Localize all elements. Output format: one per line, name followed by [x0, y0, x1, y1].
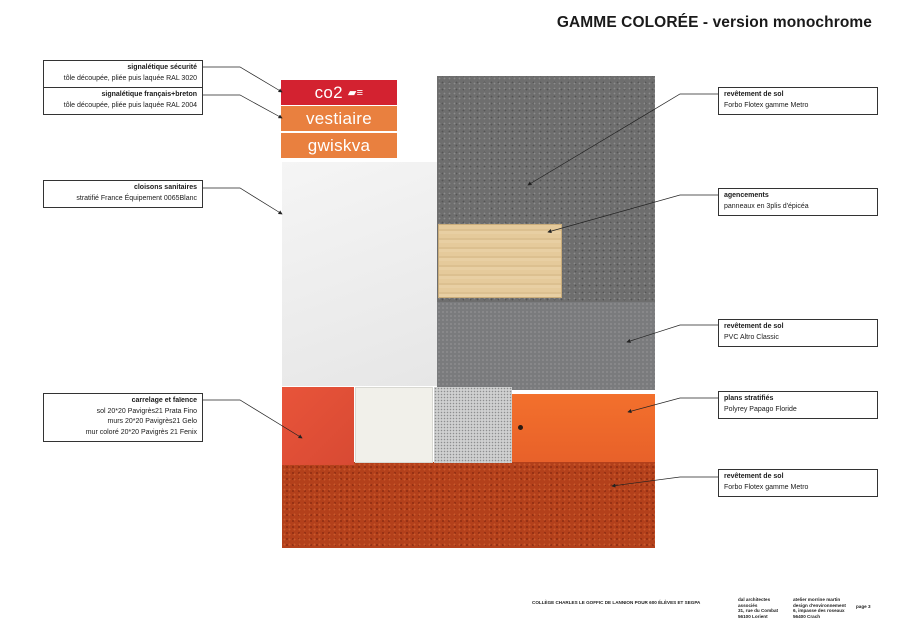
- note-line: Polyrey Papago Floride: [724, 405, 797, 413]
- sign-vestiaire-label: vestiaire: [305, 108, 372, 128]
- footer-designer-line: atelier morrine martin: [793, 597, 841, 602]
- footer-designer-line: 56400 Crach: [793, 613, 821, 619]
- page-title: GAMME COLORÉE - version monochrome: [556, 14, 872, 31]
- note-line: panneaux en 3plis d'épicéa: [724, 202, 809, 210]
- footer-project: COLLÈGE CHARLES LE GOFFIC DE LANNION POUR 600 ÉLÈVES ET SEGPA: [532, 600, 701, 605]
- sign-co2-label: co2: [314, 82, 343, 102]
- tile-white-swatch: [355, 387, 433, 463]
- note-head: cloisons sanitaires: [133, 184, 197, 191]
- footer-architect-line: 56100 Lorient: [738, 613, 768, 619]
- footer-designer: [793, 597, 846, 619]
- note-head: carrelage et faïence: [131, 397, 197, 404]
- note-sanitary-partitions: [43, 180, 203, 208]
- sign-gwiskva-badge: [281, 133, 397, 158]
- leader-line: [203, 188, 282, 214]
- footer-architect-line: dal architectes: [738, 597, 771, 602]
- footer-page-number: page 3: [856, 604, 871, 609]
- note-tiles: [43, 393, 203, 442]
- note-laminate-tops: [718, 391, 878, 419]
- note-head: revêtement de sol: [724, 323, 784, 330]
- footer-designer-line: design d'environnement: [793, 602, 846, 608]
- tile-speckled-swatch: [434, 387, 512, 463]
- leader-line: [203, 67, 282, 92]
- tile-orange-swatch: [282, 387, 354, 465]
- note-floor-carpet-grey: [718, 87, 878, 115]
- footer-architect-line: associés: [738, 602, 758, 608]
- co2-alarm-icon: ▰≡: [347, 87, 364, 99]
- note-head: plans stratifiés: [724, 395, 774, 402]
- note-line: PVC Altro Classic: [724, 333, 779, 341]
- note-floor-pvc: [718, 319, 878, 347]
- note-line: mur coloré 20*20 Pavigrès 21 Fenix: [85, 428, 197, 436]
- note-head: revêtement de sol: [724, 91, 784, 98]
- note-fittings: [718, 188, 878, 216]
- note-line: Forbo Flotex gamme Metro: [724, 483, 809, 491]
- note-line: sol 20*20 Pavigrès21 Prata Fino: [96, 407, 197, 415]
- leader-line: [203, 95, 282, 118]
- laminate-hole-icon: [518, 425, 523, 430]
- laminate-orange-swatch: [512, 394, 655, 462]
- partition-white-swatch: [282, 162, 437, 386]
- note-signage-security: [43, 60, 203, 88]
- footer-architect-line: 31, rue du Combat: [738, 608, 779, 613]
- note-line: stratifié France Équipement 0065Blanc: [76, 194, 197, 202]
- note-line: murs 20*20 Pavigrès21 Gelo: [107, 418, 197, 425]
- sign-co2-badge: [281, 80, 397, 105]
- wood-panel-swatch: [438, 224, 562, 298]
- footer-architect: [738, 597, 778, 619]
- note-floor-carpet-orange: [718, 469, 878, 497]
- sign-gwiskva-label: gwiskva: [307, 135, 371, 155]
- footer-designer-line: 6, impasse des roseaux: [793, 608, 845, 613]
- note-signage-bilingual: [43, 87, 203, 115]
- note-head: signalétique sécurité: [127, 64, 197, 71]
- note-head: agencements: [724, 192, 769, 199]
- note-head: signalétique français+breton: [101, 91, 197, 98]
- note-line: tôle découpée, pliée puis laquée RAL 3020: [63, 74, 197, 82]
- pvc-grey-swatch: [437, 302, 655, 390]
- carpet-orange-swatch: [282, 462, 655, 548]
- note-line: Forbo Flotex gamme Metro: [724, 101, 809, 109]
- note-head: revêtement de sol: [724, 473, 784, 480]
- sign-vestiaire-badge: [281, 106, 397, 131]
- note-line: tôle découpée, pliée puis laquée RAL 2004: [63, 101, 197, 109]
